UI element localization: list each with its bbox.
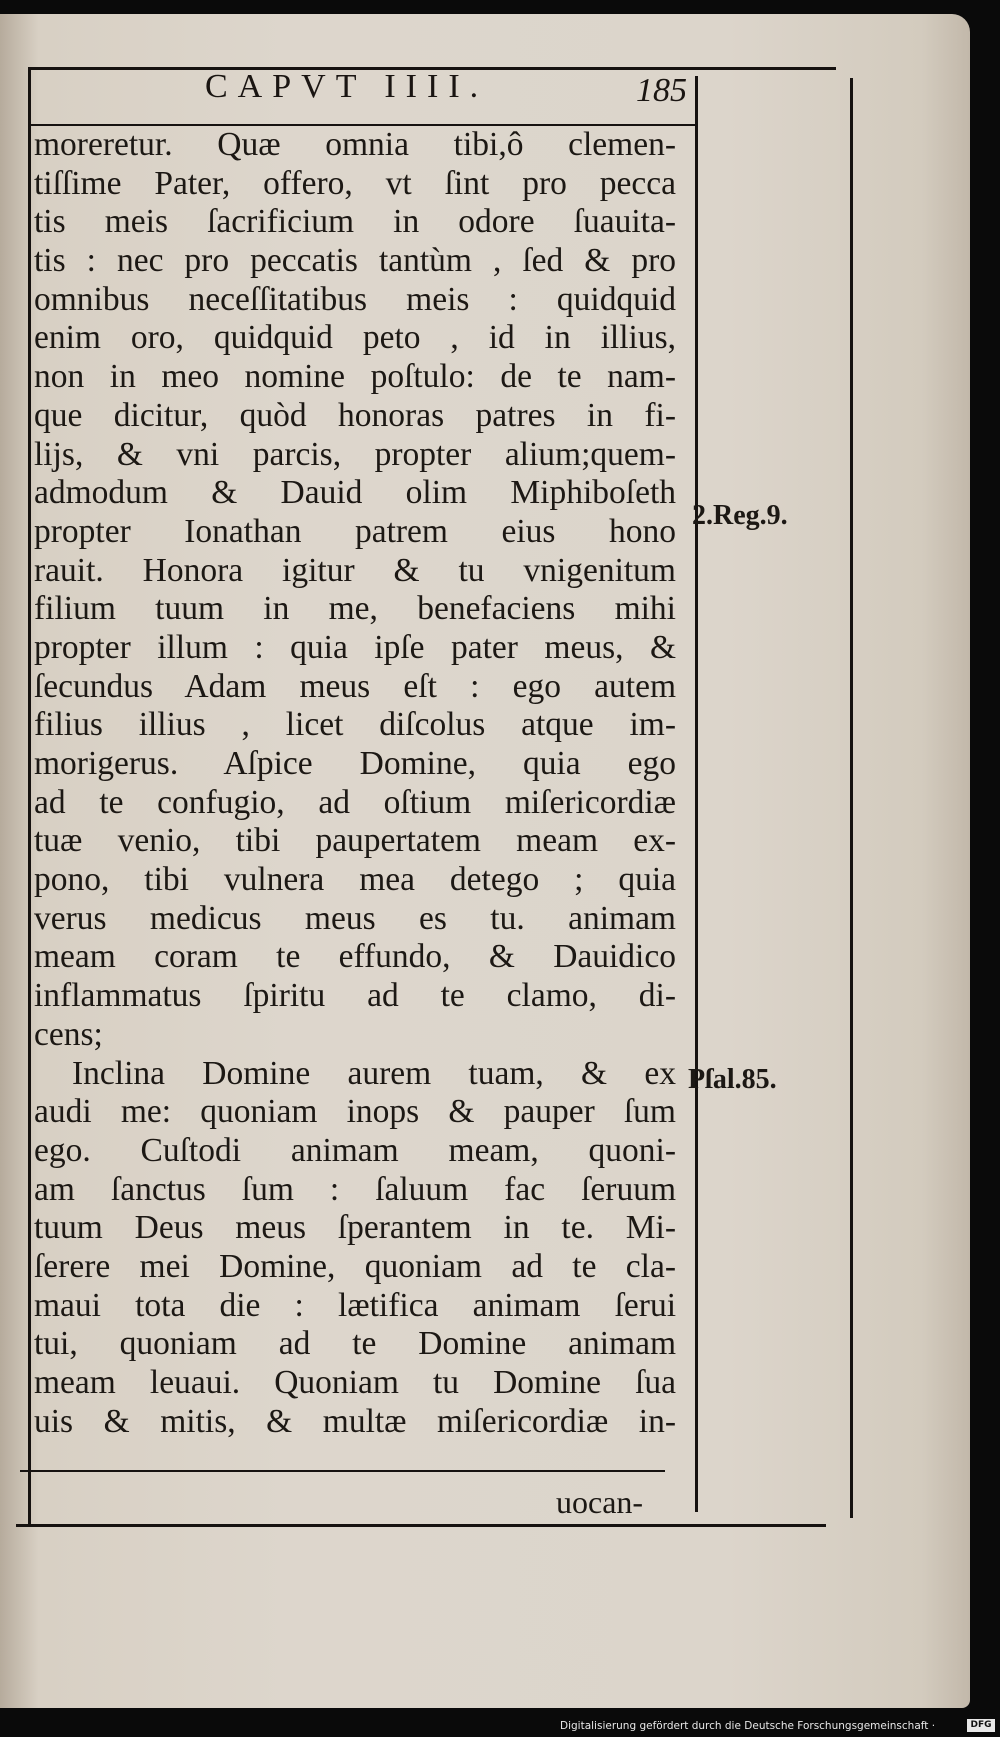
text-line: audi me: quoniam inops & pauper ſum [34, 1093, 676, 1131]
text-line: uis & mitis, & multæ miſericordiæ in- [34, 1402, 676, 1440]
text-line: admodum & Dauid olim Miphiboſeth [34, 474, 676, 512]
marginal-note-reg: 2.Reg.9. [692, 500, 788, 531]
text-line: am ſanctus ſum : ſaluum fac ſeruum [34, 1170, 676, 1208]
text-line: inflammatus ſpiritu ad te clamo, di- [34, 977, 676, 1015]
text-line: ſecundus Adam meus eſt : ego autem [34, 667, 676, 705]
text-line: Inclina Domine aurem tuam, & ex [72, 1054, 676, 1092]
catchword: uocan- [556, 1484, 644, 1520]
marginal-note-psal: Pſal.85. [688, 1064, 777, 1095]
text-line: cens; [34, 1015, 103, 1053]
text-line: pono, tibi vulnera mea detego ; quia [34, 861, 676, 899]
text-line: omnibus neceſſitatibus meis : quidquid [34, 280, 676, 318]
body-text [34, 126, 676, 1441]
text-line: tis : nec pro peccatis tantùm , ſed & pro [34, 242, 676, 280]
text-line: tui, quoniam ad te Domine animam [34, 1325, 676, 1363]
text-line: propter Ionathan patrem eius hono [34, 512, 676, 550]
text-line: ad te confugio, ad oſtium miſericordiæ [34, 783, 676, 821]
page-number: 185 [636, 72, 687, 109]
text-line: moreretur. Quæ omnia tibi,ô clemen- [34, 126, 676, 163]
text-right-rule [695, 76, 698, 1512]
text-line: tis meis ſacrificium in odore ſuauita- [34, 203, 676, 241]
text-line: rauit. Honora igitur & tu vnigenitum [34, 551, 676, 589]
running-head: CAPVT IIII. [205, 68, 489, 105]
text-line: meam coram te effundo, & Dauidico [34, 938, 676, 976]
text-line: maui tota die : lætifica animam ſerui [34, 1286, 676, 1324]
text-line: meam leuaui. Quoniam tu Domine ſua [34, 1364, 676, 1401]
text-line: non in meo nomine poſtulo: de te nam- [34, 358, 676, 396]
text-line: que dicitur, quòd honoras patres in fi- [34, 396, 676, 434]
text-line: tuæ venio, tibi paupertatem meam ex- [34, 822, 676, 860]
bottom-rule [16, 1524, 826, 1527]
text-line: enim oro, quidquid peto , id in illius, [34, 319, 676, 357]
text-line: morigerus. Aſpice Domine, quia ego [34, 745, 676, 782]
text-line: ego. Cuſtodi animam meam, quoni- [34, 1131, 676, 1169]
dfg-logo: DFG [967, 1719, 995, 1732]
left-rule [28, 67, 31, 1525]
text-line: lijs, & vni parcis, propter alium;quem- [34, 435, 676, 473]
text-bottom-rule [20, 1470, 665, 1472]
funding-credit: Digitalisierung gefördert durch die Deutsche Forschungsgemeinschaft · [560, 1720, 936, 1732]
text-line: filius illius , licet diſcolus atque im- [34, 706, 676, 744]
text-line: propter illum : quia ipſe pater meus, & [34, 628, 676, 666]
text-line: verus medicus meus es tu. animam [34, 899, 676, 937]
text-line: ſerere mei Domine, quoniam ad te cla- [34, 1247, 676, 1285]
margin-right-rule [850, 78, 853, 1518]
text-line: tiſſime Pater, offero, vt ſint pro pecca [34, 164, 676, 202]
text-line: tuum Deus meus ſperantem in te. Mi- [34, 1209, 676, 1247]
text-line: filium tuum in me, benefaciens mihi [34, 590, 676, 628]
